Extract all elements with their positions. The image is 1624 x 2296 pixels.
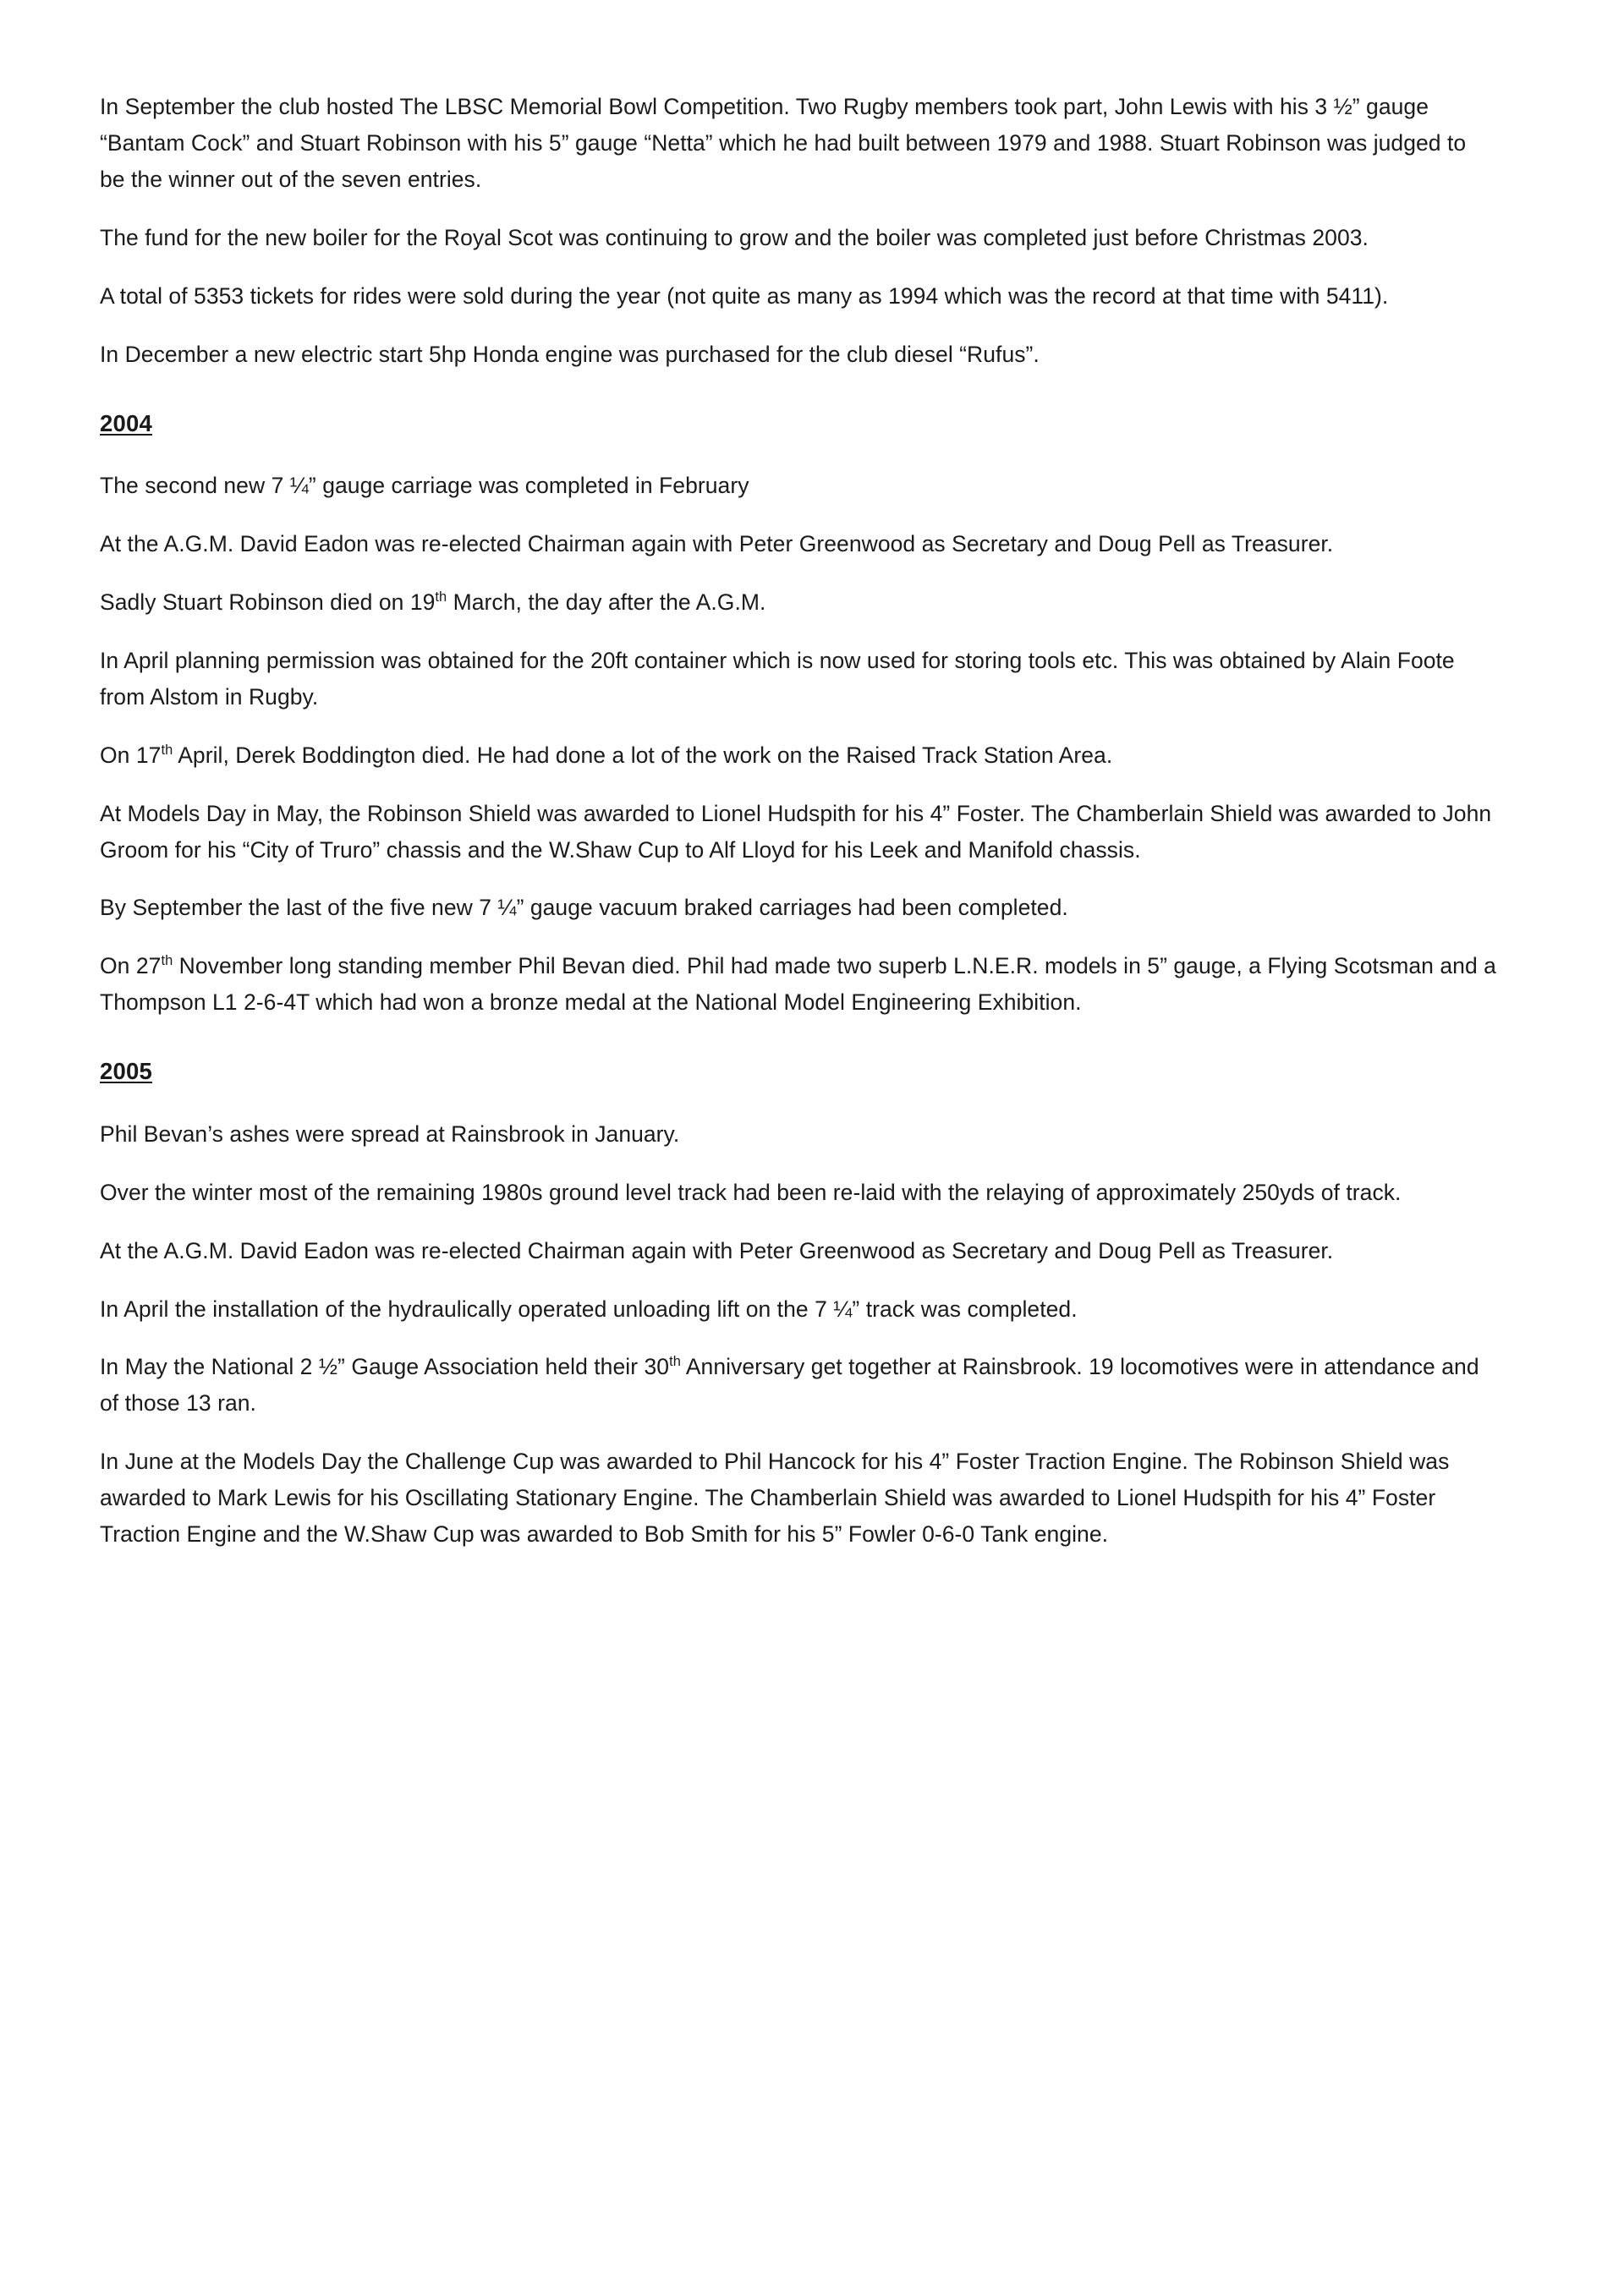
paragraph-agm-2004-officers: At the A.G.M. David Eadon was re-elected Chairman again with Peter Greenwood as Secretary and Doug Pell as Treasurer. <box>100 531 1334 556</box>
paragraph-honda-engine-rufus: In December a new electric start 5hp Honda engine was purchased for the club diesel “Rufus”. <box>100 341 1040 367</box>
paragraph-models-day-may-2004-awards: At Models Day in May, the Robinson Shield was awarded to Lionel Hudspith for his 4” Foster. The Chamberlain Shield was awarded to John Groom for his “City of Truro” chassis and the W.Shaw Cup to Alf Lloyd for his Leek and Manifold chassis. <box>100 800 1492 863</box>
text-run: Anniversary get together at Rainsbrook. 19 locomotives were in attendance and of those 13 ran. <box>100 1354 1479 1417</box>
text-run: March, the day after the A.G.M. <box>447 589 766 615</box>
text-run: Sadly Stuart Robinson died on 19 <box>100 589 436 615</box>
heading-year-2005: 2005 <box>100 1058 152 1085</box>
paragraph-track-relaying: Over the winter most of the remaining 1980s ground level track had been re-laid with the relaying of approximately 250yds of track. <box>100 1179 1402 1205</box>
text-run: April, Derek Boddington died. He had done a lot of the work on the Raised Track Station Area. <box>173 742 1113 768</box>
paragraph-national-2half-gauge-association <box>100 1349 1497 1422</box>
text-run: November long standing member Phil Bevan died. Phil had made two superb L.N.E.R. models in 5” gauge, a Flying Scotsman and a Thompson L1 2-6-4T which had won a bronze medal at the National Model Engineering Exhibition. <box>100 953 1496 1016</box>
paragraph-stuart-robinson-died <box>100 584 1497 621</box>
paragraph-models-day-june-2005-awards: In June at the Models Day the Challenge Cup was awarded to Phil Hancock for his 4” Foster Traction Engine. The Robinson Shield was awarded to Mark Lewis for his Oscillating Stationary Engine. The Chamberlain Shield was awarded to Lionel Hudspith for his 4” Foster Traction Engine and the W.Shaw Cup was awarded to Bob Smith for his 5” Fowler 0-6-0 Tank engine. <box>100 1449 1450 1548</box>
paragraph-phil-bevan-died <box>100 948 1497 1021</box>
paragraph-container-planning-permission: In April planning permission was obtained for the 20ft container which is now used for storing tools etc. This was obtained by Alain Foote from Alstom in Rugby. <box>100 647 1455 710</box>
paragraph-royal-scot-boiler-fund: The fund for the new boiler for the Royal Scot was continuing to grow and the boiler was completed just before Christmas 2003. <box>100 224 1369 250</box>
ordinal-suffix: th <box>669 1354 681 1370</box>
ordinal-suffix: th <box>161 953 173 969</box>
paragraph-phil-bevan-ashes: Phil Bevan’s ashes were spread at Rainsbrook in January. <box>100 1121 680 1147</box>
paragraph-ticket-sales: A total of 5353 tickets for rides were sold during the year (not quite as many as 1994 which was the record at that time with 5411). <box>100 282 1389 309</box>
paragraph-derek-boddington-died <box>100 737 1497 774</box>
text-run: In May the National 2 ½” Gauge Association held their 30 <box>100 1354 670 1380</box>
text-run: On 17 <box>100 742 162 768</box>
heading-year-2004: 2004 <box>100 409 152 436</box>
text-run: On 27 <box>100 953 162 979</box>
paragraph-lbsc-memorial-bowl: In September the club hosted The LBSC Memorial Bowl Competition. Two Rugby members took part, John Lewis with his 3 ½” gauge “Bantam Cock” and Stuart Robinson with his 5” gauge “Netta” which he had built between 1979 and 1988. Stuart Robinson was judged to be the winner out of the seven entries. <box>100 94 1467 192</box>
ordinal-suffix: th <box>435 589 447 606</box>
paragraph-agm-2005-officers: At the A.G.M. David Eadon was re-elected Chairman again with Peter Greenwood as Secretary and Doug Pell as Treasurer. <box>100 1237 1334 1263</box>
paragraph-vacuum-braked-carriages: By September the last of the five new 7 ¼” gauge vacuum braked carriages had been completed. <box>100 895 1068 921</box>
document-body <box>100 89 1497 1553</box>
paragraph-second-carriage-completed: The second new 7 ¼” gauge carriage was completed in February <box>100 473 749 499</box>
paragraph-unloading-lift: In April the installation of the hydraulically operated unloading lift on the 7 ¼” track was completed. <box>100 1296 1078 1322</box>
ordinal-suffix: th <box>161 742 173 758</box>
